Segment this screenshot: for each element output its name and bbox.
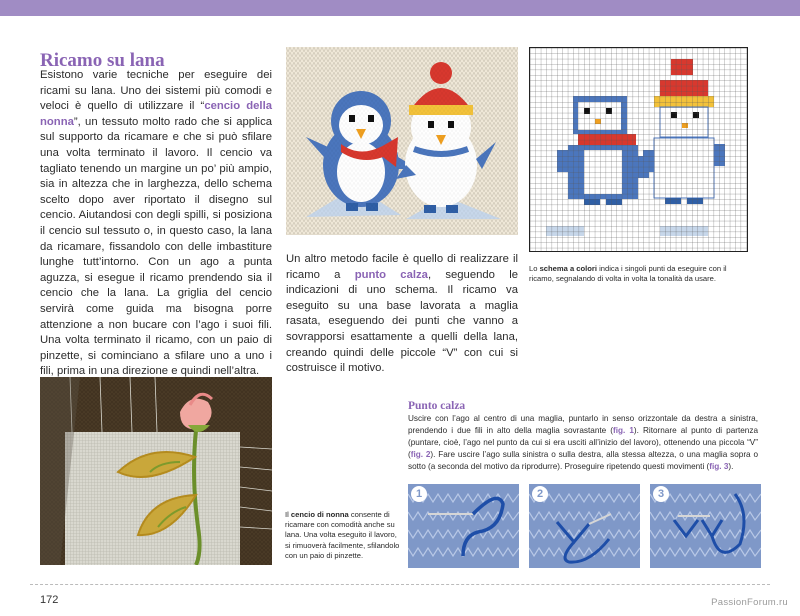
penguin-embroidery-photo [286,47,518,235]
desc-fig1-ref: fig. 1 [613,425,634,435]
schema-caption-bold: schema a colori [539,264,597,273]
cencio-embroidery-photo [40,377,272,565]
page-number: 172 [40,594,59,606]
figure-number-2: 2 [532,486,548,502]
figure-1 [408,484,519,568]
footer-divider [30,584,770,585]
punto-calza-paragraph [286,252,518,377]
cencio-caption-bold: cencio di nonna [290,510,349,519]
desc-part-1: Uscire con l’ago al centro di una maglia, puntarlo in senso orizzontale da destra a sinistra, prendendo i due fili in alto della maglia sovrastante ( [408,414,758,435]
color-scheme-grid [529,47,748,252]
penguin-embroidery-illustration [286,47,518,235]
schema-caption-post: indica i singoli punti da eseguire con il ricamo, segnalando di volta in volta la tonalità da usare. [529,264,727,284]
figure-number-3: 3 [653,486,669,502]
cencio-caption-pre: Il [285,510,291,519]
cencio-caption-post: consente di ricamare con comodità anche su lana. Una volta eseguito il lavoro, si rimuoverà facilmente, sfilandolo con un paio di pinzette. [285,510,400,560]
cencio-caption [285,510,403,561]
desc-part-7: ). [728,461,734,471]
header-bar [0,0,800,16]
desc-fig3-ref: fig. 3 [709,461,729,471]
figure-3 [650,484,761,568]
desc-part-3: ). Ritornare al punto di partenza (puntare, cioè, l’ago nel punto da cui si era usciti all’inizio del lavoro), ottenendo una piccola “V” ( [408,425,758,459]
calza-part-3: , seguendo le indicazioni di uno schema. Il ricamo va eseguito su una base lavorata a maglia rasata, eseguendo dei punti che vanno a sovrapporsi esattamente a quelli della lana, creando quindi delle piccole “V” con cui si costruisce il motivo. [286,268,518,375]
intro-paragraph [40,68,272,380]
desc-part-5: ). Fare uscire l’ago sulla sinistra o sulla destra, alla stessa altezza, o una maglia sopra o sotto (a seconda del motivo da riprodurre). Proseguire ripetendo questi movimenti ( [408,449,758,471]
schema-caption [529,264,749,284]
punto-calza-title: Punto calza [408,400,466,412]
intro-highlight: cencio della nonna [40,100,272,128]
color-scheme-illustration [530,48,747,251]
intro-part-1: Esistono varie tecniche per eseguire dei ricami su lana. Uno dei sistemi più comodi e veloci è quello di utilizzare il “ [40,69,272,113]
section-title: Ricamo su lana [40,50,165,71]
calza-highlight: punto calza [354,268,428,281]
figure-2 [529,484,640,568]
watermark: PassionForum.ru [711,597,788,608]
figure-number-1: 1 [411,486,427,502]
schema-caption-pre: Lo [529,264,540,273]
cencio-illustration [40,377,272,565]
desc-fig2-ref: fig. 2 [410,449,431,459]
punto-calza-instructions [408,413,758,473]
calza-part-1: Un altro metodo facile è quello di realizzare il ricamo a [286,253,518,281]
intro-part-3: ”, un tessuto molto rado che si applica sul supporto da ricamare e che si può sfilare una volta terminato il lavoro. Il cencio va tagliato tenendo un margine un po’ più ampio, sia in altezza che in larghezza, dello schema scelto dopo aver riportato il disegno sul cencio. Aiutandosi con degli spilli, si posiziona il cencio sul tessuto o, in questo caso, la lana da ricamare, fissandolo con delle imbastiture lunghe tutt’intorno. Con un ago a punta aguzza, si esegue il ricamo prendendo sia il cencio che la lana. La griglia del cencio servirà come guida ma bisogna porre attenzione a non bucare con l’ago i suoi fili. Una volta terminato il ricamo, con un paio di pinzette, si cominciano a sfilare uno a uno i fili, prima in una direzione e quindi nell’altra. [40,115,272,378]
